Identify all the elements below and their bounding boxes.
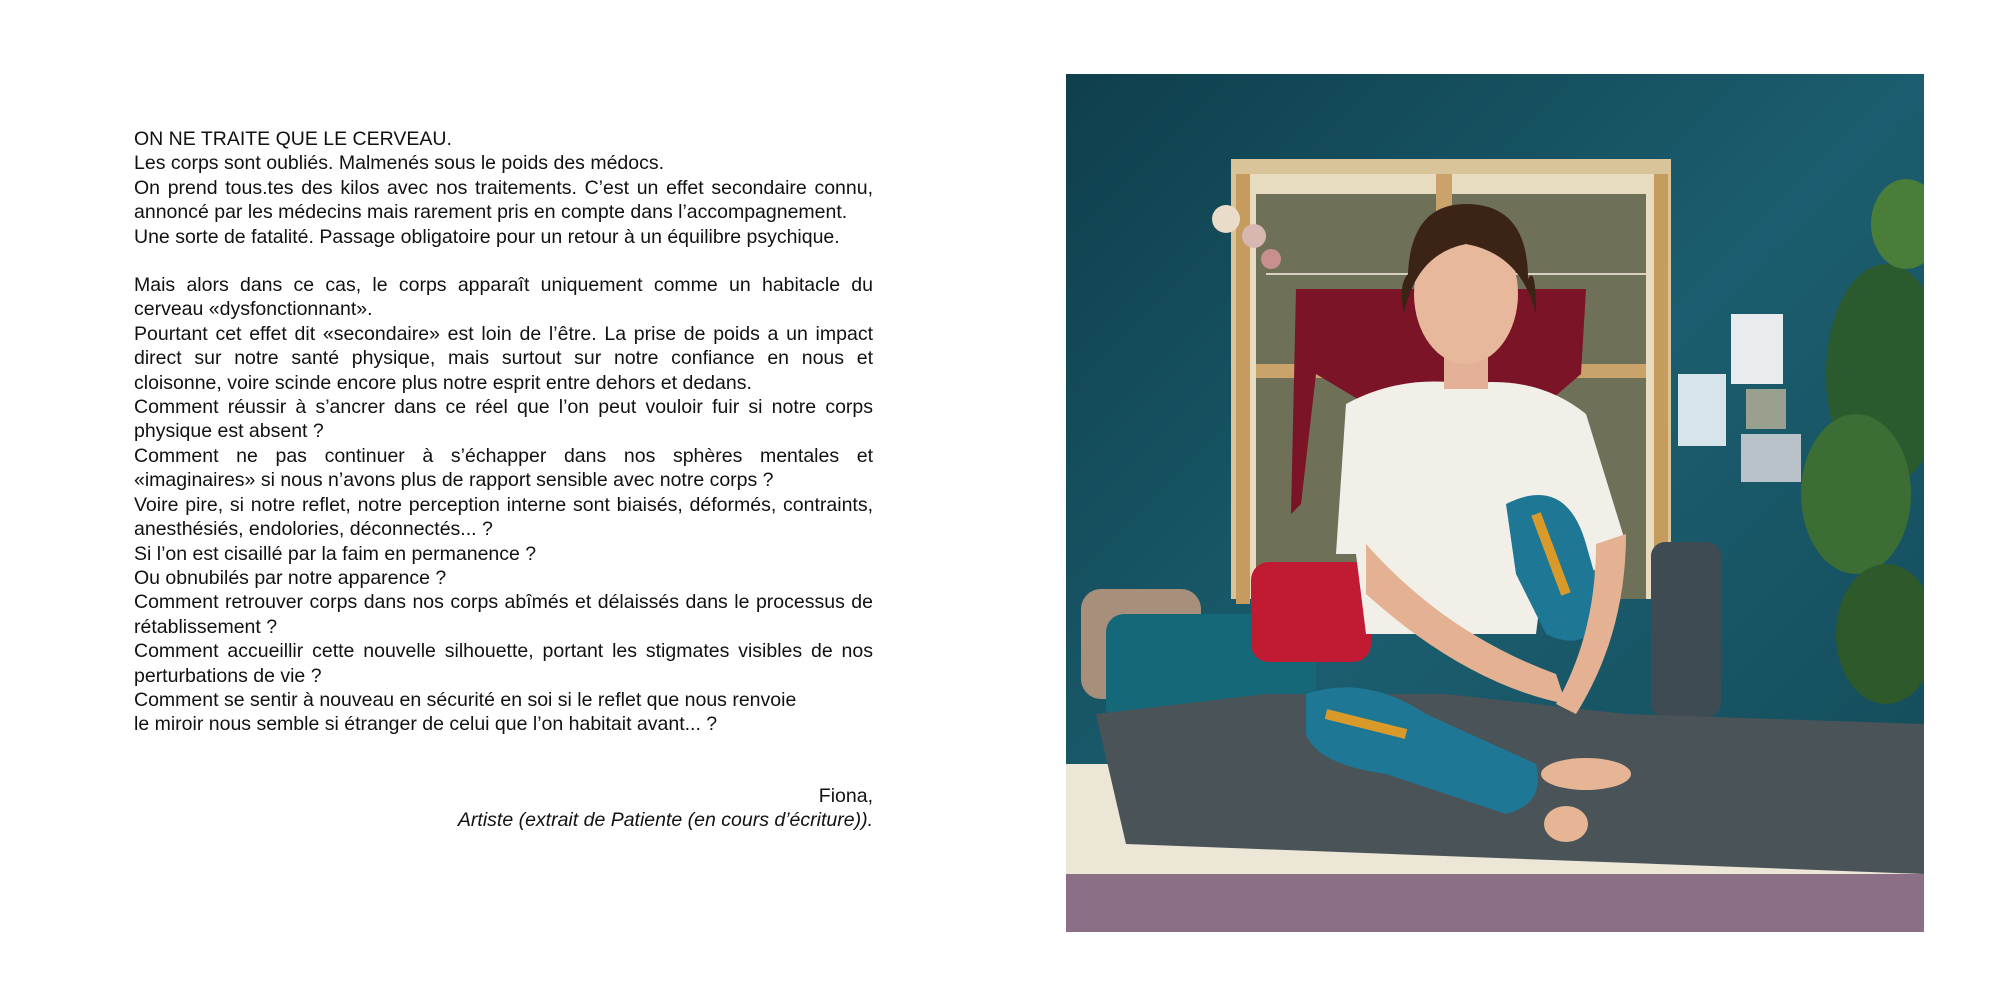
floor xyxy=(1066,874,1924,932)
text-line: Voire pire, si notre reflet, notre perception interne sont biaisés, déformés, contraints, anesthésiés, endolories, déconnectés... ? xyxy=(134,493,873,541)
text-line: Comment se sentir à nouveau en sécurité en soi si le reflet que nous renvoie xyxy=(134,688,797,711)
text-line: Pourtant cet effet dit «secondaire» est loin de l’être. La prise de poids a un impact direct sur notre santé physique, mais surtout sur notre confiance en nous et cloisonne, voire scinde encore plus notre esprit entre dehors et dedans. xyxy=(134,322,873,394)
wall-photo xyxy=(1741,434,1801,482)
text-line: Ou obnubilés par notre apparence ? xyxy=(134,566,447,589)
paragraph-2 xyxy=(134,273,873,737)
foot xyxy=(1541,758,1631,790)
flowers xyxy=(1212,205,1240,233)
foot xyxy=(1544,806,1588,842)
essay-text xyxy=(134,127,873,737)
paragraph-gap xyxy=(134,249,873,273)
text-line: Une sorte de fatalité. Passage obligatoire pour un retour à un équilibre psychique. xyxy=(134,225,840,248)
text-line: Mais alors dans ce cas, le corps apparaît uniquement comme un habitacle du cerveau «dysfonctionnant». xyxy=(134,274,873,321)
text-line: Comment retrouver corps dans nos corps abîmés et délaissés dans le processus de rétablissement ? xyxy=(134,591,873,638)
text-line: Comment réussir à s’ancrer dans ce réel que l’on peut vouloir fuir si notre corps physique est absent ? xyxy=(134,396,873,443)
wall-photo xyxy=(1678,374,1726,446)
text-line: Les corps sont oubliés. Malmenés sous le poids des médocs. xyxy=(134,152,665,175)
pillow xyxy=(1651,542,1721,717)
text-line: Si l’on est cisaillé par la faim en permanence ? xyxy=(134,542,537,565)
wall-photo xyxy=(1746,389,1786,429)
signature xyxy=(134,784,873,833)
pillow xyxy=(1251,562,1371,662)
wall-photo xyxy=(1731,314,1783,384)
text-line: le miroir nous semble si étranger de celui que l’on habitait avant... ? xyxy=(134,713,718,736)
signature-role: Artiste (extrait de Patiente (en cours d’écriture)). xyxy=(457,809,873,832)
essay-heading: ON NE TRAITE QUE LE CERVEAU. xyxy=(134,128,452,150)
portrait-photo xyxy=(1066,74,1924,932)
text-line: On prend tous.tes des kilos avec nos traitements. C’est un effet secondaire connu, annoncé par les médecins mais rarement pris en compte dans l’accompagnement. xyxy=(134,176,873,224)
text-line: Comment accueillir cette nouvelle silhouette, portant les stigmates visibles de nos perturbations de vie ? xyxy=(134,640,873,687)
paragraph-1 xyxy=(134,151,873,249)
signature-name: Fiona, xyxy=(818,785,873,807)
portrait-illustration xyxy=(1066,74,1924,932)
text-line: Comment ne pas continuer à s’échapper dans nos sphères mentales et «imaginaires» si nous n’avons plus de rapport sensible avec notre corps ? xyxy=(134,444,873,492)
